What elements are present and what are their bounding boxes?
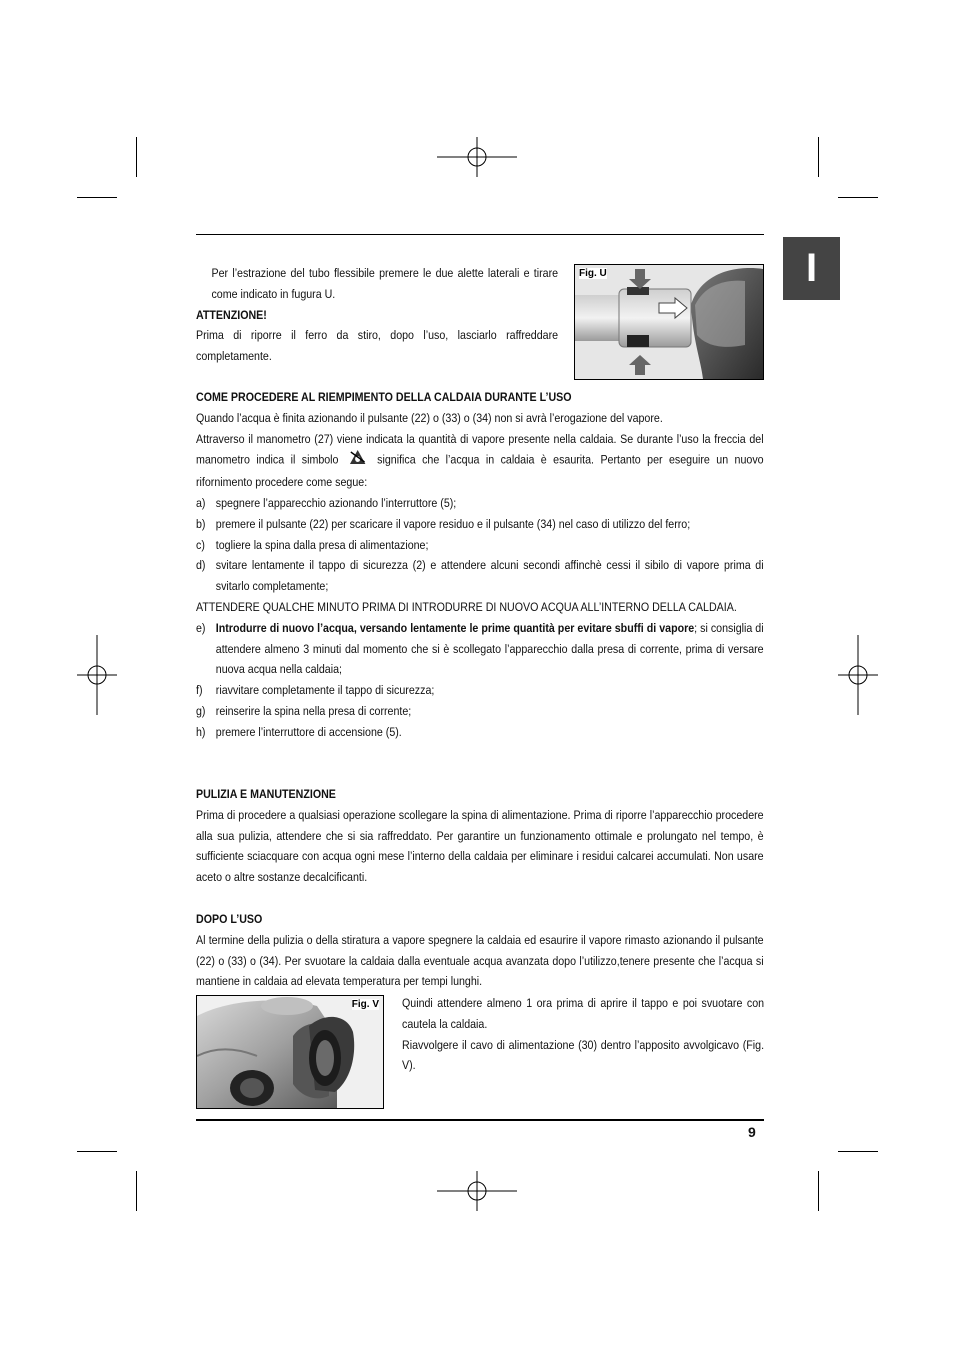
crop-mark — [818, 137, 819, 177]
cleaning-section — [196, 784, 764, 888]
after-use-side-text — [402, 993, 764, 1076]
top-text-block — [196, 263, 558, 367]
after-use-section — [196, 909, 764, 992]
refill-line-2a: Attraverso il manometro (27) viene indicata la quantità di vapore presente nella caldaia. Se durante l’uso la freccia del manometro indica il simbolo — [196, 431, 764, 468]
cleaning-section-title: PULIZIA E MANUTENZIONE — [196, 787, 336, 801]
list-item — [196, 701, 764, 722]
after-use-paragraph: Al termine della pulizia o della stiratura a vapore spegnere la caldaia ed esaurire il vapore rimasto azionando il pulsante (22) o (33) o (34). Per svuotare la caldaia dalla eventuale acqua avanzata dopo l’utilizzo,tenere presente che l’acqua si mantiene in caldaia ad elevata temperatura per tempi lunghi. — [196, 932, 764, 989]
crop-mark — [818, 1171, 819, 1211]
figure-v-label: Fig. V — [351, 999, 379, 1010]
list-item-text: ; si consiglia di attendere almeno 3 minuti dal momento che si è scollegato l’apparecchio dalla presa di corrente, prima di versare nuova acqua nella caldaia; — [215, 620, 764, 677]
list-item-label: a) — [196, 495, 206, 510]
list-item-label: h) — [196, 724, 206, 739]
refill-line-2b: significa che l’acqua in caldaia è esaurita. Pertanto per eseguire un nuovo rifornimento procedere come segue: — [196, 453, 764, 490]
figure-u — [574, 264, 764, 380]
footer-rule — [196, 1119, 764, 1121]
list-item-label: d) — [196, 558, 206, 573]
list-item-label: g) — [196, 703, 206, 718]
refill-section-title: COME PROCEDERE AL RIEMPIMENTO DELLA CALDAIA DURANTE L’USO — [196, 390, 572, 404]
figure-v — [196, 995, 384, 1109]
attention-paragraph: Prima di riporre il ferro da stiro, dopo l’uso, lasciarlo raffreddare completamente. — [196, 328, 559, 364]
crop-mark — [77, 197, 117, 198]
list-item-label: b) — [196, 516, 206, 531]
cleaning-paragraph: Prima di procedere a qualsiasi operazione scollegare la spina di alimentazione. Prima di riporre l’apparecchio procedere alla sua pulizia, attendere che si sia raffreddato. Per garantire un funzionamento ottimale e prolungato nel tempo, è sufficiente sciacquare con acqua ogni mese l’interno della caldaia per eliminare i residui calcarei accumulati. Non usare aceto o altre sostanze decalcificanti. — [196, 807, 764, 885]
list-item — [196, 722, 764, 743]
list-item-text: premere il pulsante (22) per scaricare il vapore residuo e il pulsante (34) nel caso di utilizzo del ferro; — [215, 516, 691, 531]
list-item — [196, 680, 764, 701]
list-item — [196, 618, 764, 680]
crop-mark — [77, 1151, 117, 1152]
registration-mark-icon — [437, 1171, 517, 1211]
page-number: 9 — [748, 1124, 756, 1140]
list-item — [196, 493, 764, 514]
list-item-text: spegnere l’apparecchio azionando l’interruttore (5); — [215, 495, 457, 510]
refill-section — [196, 387, 764, 743]
list-item-text: togliere la spina dalla presa di alimentazione; — [215, 537, 429, 552]
crop-mark — [136, 1171, 137, 1211]
list-item-text: premere l’interruttore di accensione (5). — [215, 724, 402, 739]
language-tab: I — [783, 237, 840, 300]
registration-mark-icon — [437, 137, 517, 177]
attention-heading: ATTENZIONE! — [196, 307, 267, 322]
refill-line-2 — [196, 429, 764, 493]
crop-mark — [838, 1151, 878, 1152]
refill-warning: ATTENDERE QUALCHE MINUTO PRIMA DI INTRODURRE DI NUOVO ACQUA ALL’INTERNO DELLA CALDAIA. — [196, 599, 737, 614]
list-item-label: e) — [196, 620, 206, 635]
crop-mark — [136, 137, 137, 177]
list-item — [196, 514, 764, 535]
list-item-label: f) — [196, 683, 203, 698]
list-item-text: reinserire la spina nella presa di corrente; — [215, 703, 412, 718]
refill-line-1: Quando l’acqua è finita azionando il pulsante (22) o (33) o (34) non si avrà l’erogazione del vapore. — [196, 410, 663, 425]
cord-winder-illustration — [197, 996, 383, 1108]
hose-connector-illustration — [575, 265, 763, 379]
after-use-paragraph-3: Riavvolgere il cavo di alimentazione (30) dentro l’apposito avvolgicavo (Fig. V). — [402, 1037, 765, 1073]
list-item-label: c) — [196, 537, 205, 552]
list-item — [196, 535, 764, 556]
list-item-bold-text: Introdurre di nuovo l’acqua, versando lentamente le prime quantità per evitare sbuffi di vapore — [215, 620, 695, 635]
intro-paragraph: Per l’estrazione del tubo flessibile premere le due alette laterali e tirare come indicato in fugura U. — [211, 266, 559, 301]
registration-mark-icon — [838, 635, 878, 715]
list-item-text: svitare lentamente il tappo di sicurezza (2) e attendere alcuni secondi affinchè cessi il sibilo di vapore prima di svitarlo completamente; — [215, 558, 764, 594]
crop-mark — [838, 197, 878, 198]
list-item-text: riavvitare completamente il tappo di sicurezza; — [215, 683, 435, 698]
header-rule — [196, 234, 764, 235]
figure-u-label: Fig. U — [579, 268, 607, 279]
registration-mark-icon — [77, 635, 117, 715]
list-item — [196, 555, 764, 597]
after-use-section-title: DOPO L’USO — [196, 912, 263, 926]
after-use-paragraph-2: Quindi attendere almeno 1 ora prima di aprire il tappo e poi svuotare con cautela la caldaia. — [402, 996, 765, 1031]
empty-boiler-icon — [348, 449, 367, 472]
